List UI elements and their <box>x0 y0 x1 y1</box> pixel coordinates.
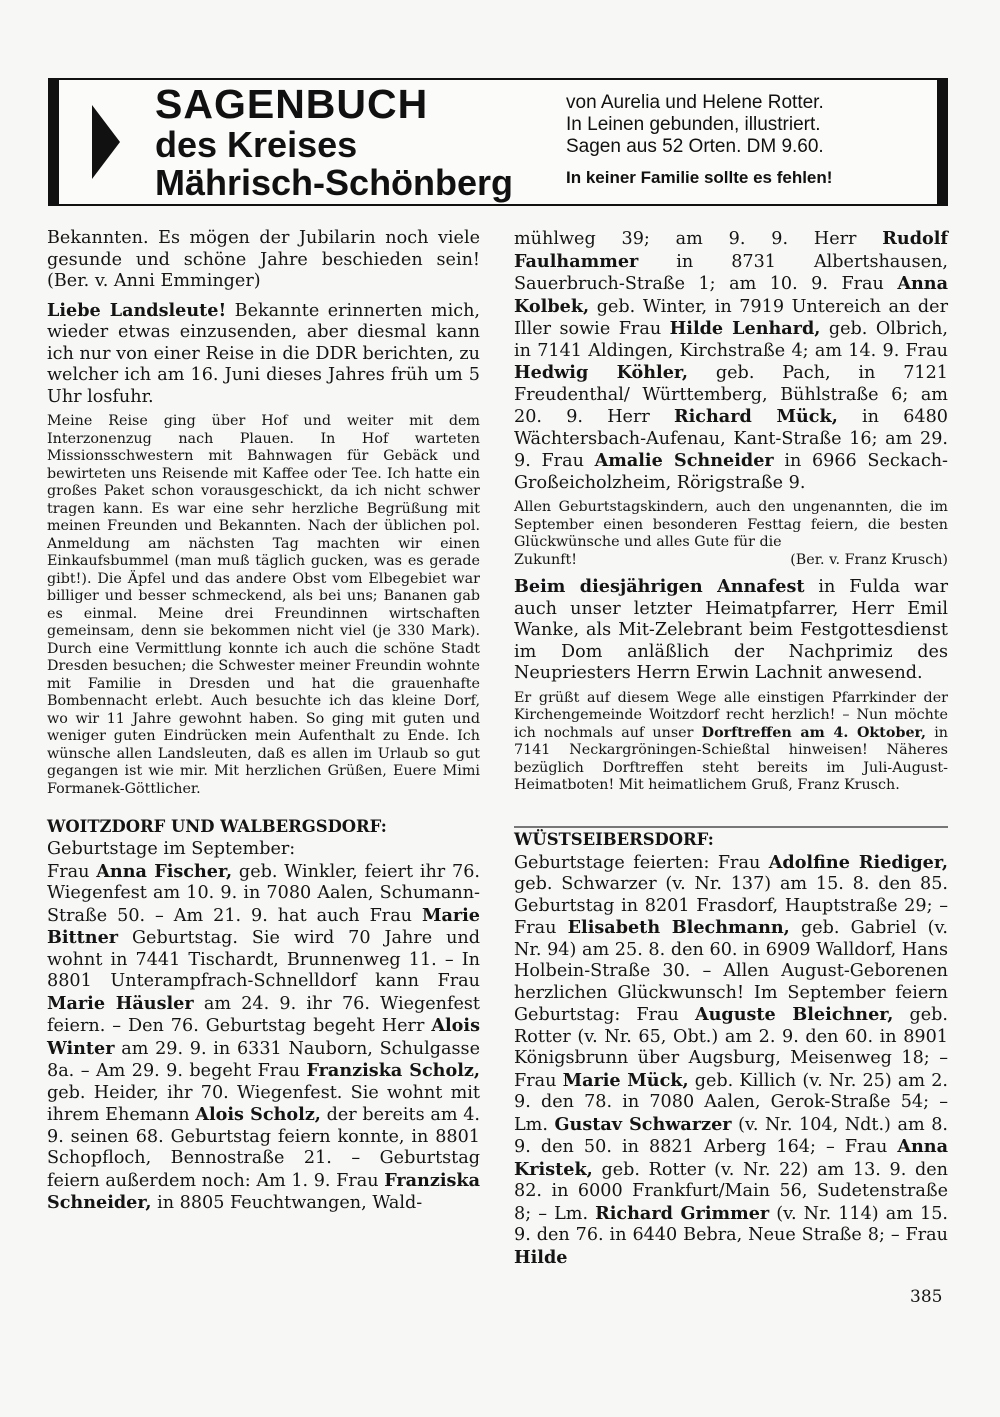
text-run: der bereits am 4. 9. seinen 68. Geburtstag feiern konnte, in 8801 Schopfloch, Bennostraße 21. – Geburtstag feiern außerdem noch: Am 1. 9. Frau <box>47 1105 481 1191</box>
birthday-list <box>514 852 948 1270</box>
text-run: geb. Olbrich, in 7141 Aldingen, Kirchstraße 4; am 14. 9. Frau <box>514 319 949 361</box>
subheading: Geburtstage im September: <box>47 839 296 859</box>
person-name: Amalie Schneider <box>594 450 774 471</box>
person-name: Alois Winter <box>47 1015 480 1059</box>
ad-title-line3: Mährisch-Schönberg <box>155 162 514 203</box>
text-run: Er grüßt auf diesem Wege alle einstigen Pfarrkinder der Kirchengemeinde Woitzdorf recht herzlich! – Nun möchte ich nochmals auf unser <box>514 689 948 741</box>
ad-info <box>566 92 832 189</box>
ad-title-line2: des Kreises <box>155 124 358 165</box>
arrow-icon <box>92 105 120 179</box>
paragraph-text: Allen Geburtstagskindern, auch den ungenannten, die im September einen besonderen Festtag feiern, die besten Glückwünsche und alles Gute für die <box>514 499 948 550</box>
person-name: Elisabeth Blechmann, <box>567 917 790 938</box>
paragraph-text: Bekannte erinnerten mich, wieder etwas einzusenden, aber diesmal kann ich nur von einer Reise in die DDR berichten, zu welcher ich am 16. Juni dieses Jahres früh um 5 Uhr losfuhr. <box>47 300 480 407</box>
person-name: Anna Kolbek, <box>514 273 948 317</box>
text-run: Geburtstag. Sie wird 70 Jahre und wohnt in 7441 Tischardt, Brunnenweg 11. – In 8801 Unterampfrach-Schnelldorf kann Frau <box>47 928 480 991</box>
person-name: Marie Bittner <box>47 904 480 948</box>
text-run: Frau <box>47 861 97 882</box>
person-name: Franziska Schneider, <box>47 1169 480 1213</box>
signoff-text: Zukunft! <box>514 551 578 568</box>
person-name: Rudolf Faulhammer <box>514 228 948 272</box>
text-run: geb. Killich (v. Nr. 25) am 2. 9. den 78. in 7080 Aalen, Gerok-Straße 54; – Lm. <box>514 1070 948 1135</box>
person-name: Beim diesjährigen Annafest <box>514 576 805 597</box>
text-run: geb. Schwarzer (v. Nr. 137) am 15. 8. den 85. Geburtstag in 8201 Frasdorf, Hauptstraße 29; – Frau <box>514 874 948 938</box>
person-name: Marie Mück, <box>562 1069 689 1091</box>
person-name: Dorftreffen am 4. Oktober, <box>701 724 927 741</box>
lead-in: Liebe Landsleute! <box>47 299 227 321</box>
text-run: am 29. 9. in 6331 Nauborn, Schulgasse 8a. – Am 29. 9. begeht Frau <box>47 1038 480 1081</box>
person-name: Hilde <box>514 1246 568 1268</box>
section-heading: WÜSTSEIBERSDORF: <box>514 829 714 849</box>
paragraph: Bekannten. Es mögen der Jubilarin noch viele gesunde und schöne Jahre beschieden sein! (Ber. v. Anni Emminger) <box>47 228 480 291</box>
person-name: Richard Grimmer <box>595 1202 770 1224</box>
person-name: Anna Fischer, <box>96 860 233 882</box>
birthday-list <box>514 228 948 494</box>
text-run: geb. Winkler, feiert ihr 76. Wiegenfest am 10. 9. in 7080 Aalen, Schumann-Straße 50. – Am 21. 9. hat auch Frau <box>47 861 480 926</box>
annafest-paragraph <box>514 576 948 685</box>
person-name: Anna Kristek, <box>514 1136 948 1180</box>
greetings-paragraph <box>514 499 948 569</box>
person-name: Gustav Schwarzer <box>554 1113 732 1135</box>
text-run: geb. Rotter (v. Nr. 22) am 13. 9. den 82. in 6000 Frankfurt/Main 56, Sudetenstraße 8; – Lm. <box>514 1159 948 1224</box>
text-run: geb. Rotter (v. Nr. 65, Obt.) am 2. 9. den 60. in 8901 Königsbrunn über Augsburg, Meisenweg 18; – Frau <box>514 1005 948 1091</box>
text-run: Geburtstage feierten: Frau <box>514 852 769 873</box>
text-run: in 6966 Seckach-Großeicholzheim, Rörigstraße 9. <box>514 451 948 493</box>
ad-info-line: In Leinen gebunden, illustriert. <box>566 114 821 135</box>
text-run: in 8805 Feuchtwangen, Wald- <box>151 1193 423 1213</box>
ad-title <box>155 82 513 202</box>
person-name: Hedwig Köhler, <box>514 362 689 383</box>
person-name: Marie Häusler <box>47 992 194 1014</box>
credit: (Ber. v. Franz Krusch) <box>790 551 948 568</box>
text-run: am 24. 9. ihr 76. Wiegenfest feiern. – Den 76. Geburtstag begeht Herr <box>47 993 481 1036</box>
text-run: geb. Winter, in 7919 Untereich an der Iller sowie Frau <box>514 296 948 339</box>
text-run: (v. Nr. 104, Ndt.) am 8. 9. den 50. in 8821 Arberg 164; – Frau <box>514 1114 948 1157</box>
person-name: Franziska Scholz, <box>306 1060 480 1081</box>
left-column <box>47 228 480 1215</box>
book-advertisement <box>48 78 948 206</box>
page-number: 385 <box>910 1287 943 1307</box>
ad-info-line: Sagen aus 52 Orten. DM 9.60. <box>566 136 824 157</box>
text-run: mühlweg 39; am 9. 9. Herr <box>514 229 883 249</box>
divider <box>514 826 948 828</box>
text-run: in 8731 Albertshausen, Sauerbruch-Straße 1; am 10. 9. Frau <box>514 251 948 294</box>
ad-title-line1: SAGENBUCH <box>155 81 429 127</box>
ad-tagline: In keiner Familie sollte es fehlen! <box>566 168 833 187</box>
signoff-line <box>514 552 948 570</box>
person-name: Adolfine Riediger, <box>768 851 948 873</box>
dorftreffen-paragraph <box>514 690 948 795</box>
birthday-list <box>47 861 480 1215</box>
person-name: Hilde Lenhard, <box>669 318 821 339</box>
text-run: in 6480 Wächtersbach-Aufenau, Kant-Straße 16; am 29. 9. Frau <box>514 407 948 471</box>
travel-report: Meine Reise ging über Hof und weiter mit dem Interzonenzug nach Plauen. In Hof warteten Missionsschwestern mit Bahnwagen für Gebäck und bewirteten uns Reisende mit Kaffee oder Tee. Ich hatte ein großes Paket schon vorausgeschickt, da ich nicht schwer tragen kann. Es war eine sehr herzliche Begrüßung mit meinen Freunden und Bekannten. Nach der üblichen pol. Anmeldung am nächsten Tag machten wir einen Einkaufsbummel (man muß täglich gucken, was es gerade gibt!). Die Äpfel und das andere Obst vom Elbegebiet war billiger und besser schmeckend, als bei uns; Bananen gab es einmal. Meine drei Freundinnen wirtschaften gemeinsam, denn sie bekommen nicht viel (je 330 Mark). Durch eine Vermittlung konnte ich auch die schöne Stadt Dresden besuchen; die Schwester meiner Freundin wohnte mit Familie in Dresden und hat die grauenhafte Bombennacht erlebt. Auch besuchte ich das kleine Dorf, wo wir 11 Jahre gewohnt haben. So ging mit guten und weniger guten Eindrücken mein Aufenthalt zu Ende. Ich wünsche allen Landsleuten, daß es allen im Urlaub so gut gegangen ist wie mir. Mit herzlichen Grüßen, Euere Mimi Formanek-Göttlicher. <box>47 413 480 797</box>
text-run: (v. Nr. 114) am 15. 9. den 76. in 6440 Bebra, Neue Straße 8; – Frau <box>514 1203 948 1245</box>
text-run: geb. Gabriel (v. Nr. 94) am 25. 8. den 60. in 6909 Walldorf, Hans Holbein-Straße 30. – Allen August-Geborenen herzlichen Glückwunsch! Im September feiern Geburtstag: Frau <box>514 918 948 1025</box>
right-column <box>514 228 948 1269</box>
text-run: geb. Heider, ihr 70. Wiegenfest. Sie wohnt mit ihrem Ehemann <box>47 1082 480 1125</box>
paragraph <box>47 300 480 409</box>
ad-info-line: von Aurelia und Helene Rotter. <box>566 92 824 113</box>
text-run: in 7141 Neckargröningen-Schießtal hinweisen! Näheres bezüglich Dorftreffen steht bereits im Juli-August-Heimatboten! Mit heimatlichem Gruß, Franz Krusch. <box>514 724 948 793</box>
person-name: Richard Mück, <box>674 406 838 427</box>
person-name: Alois Scholz, <box>195 1104 321 1125</box>
person-name: Auguste Bleichner, <box>694 1004 894 1025</box>
text-run: geb. Pach, in 7121 Freudenthal/ Württemberg, Bühlstraße 6; am 20. 9. Herr <box>514 363 948 427</box>
text-run: in Fulda war auch unser letzter Heimatpfarrer, Herr Emil Wanke, als Mit-Zelebrant beim Festgottesdienst im Dom anläßlich der Nachprimiz des Neupriesters Herrn Erwin Lachnit anwesend. <box>514 577 948 683</box>
section-heading: WOITZDORF UND WALBERGSDORF: <box>47 817 387 836</box>
